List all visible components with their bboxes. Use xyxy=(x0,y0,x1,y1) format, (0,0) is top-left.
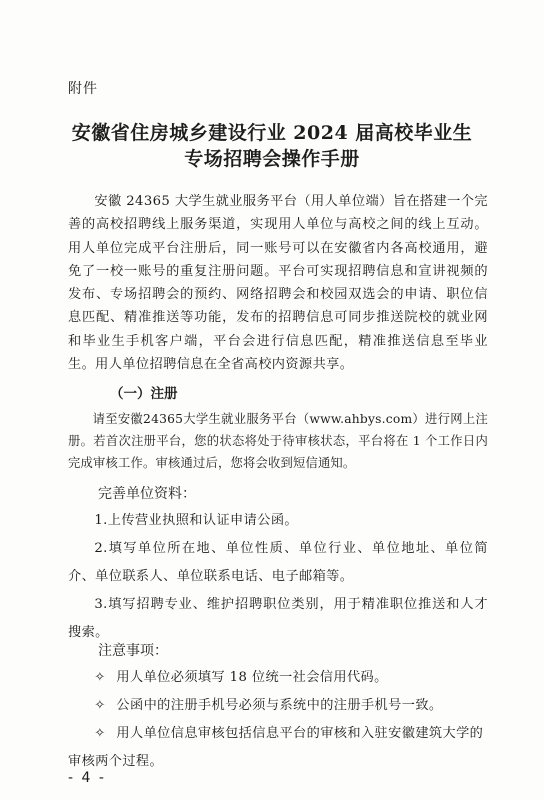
note-text: 用人单位必须填写 18 位统一社会信用代码。 xyxy=(116,670,388,685)
intro-paragraph: 安徽 24365 大学生就业服务平台（用人单位端）旨在搭建一个完善的高校招聘线上服务渠道，实现用人单位与高校之间的线上互动。用人单位完成平台注册后，同一账号可以在安徽省内各高校通用，避免了一校一账号的重复注册问题。平台可实现招聘信息和宣讲视频的发布、专场招聘会的预约、网络招聘会和校园双选会的申请、职位信息匹配、精准推送等功能，发布的招聘信息可同步推送院校的就业网和毕业生手机客户端，平台会进行信息匹配，精准推送信息至毕业生。用人单位招聘信息在全省高校内资源共享。 xyxy=(68,194,488,373)
note-item-3 xyxy=(68,720,488,776)
profile-item-1: 1.上传营业执照和认证申请公函。 xyxy=(94,513,298,528)
note-item-1 xyxy=(68,664,488,692)
register-paragraph: 请至安徽24365大学生就业服务平台（www.ahbys.com）进行网上注册。若首次注册平台，您的状态将处于待审核状态，平台将在 1 个工作日内完成审核工作。审核通过后，您将会收到短信通知。 xyxy=(68,412,488,470)
profile-item-2: 2.填写单位所在地、单位性质、单位行业、单位地址、单位简介、单位联系人、单位联系电话、电子邮箱等。 xyxy=(68,541,488,584)
attachment-label: 附件 xyxy=(68,81,98,97)
diamond-bullet-icon: ✧ xyxy=(94,726,106,741)
profile-item-3: 3.填写招聘专业、维护招聘职位类别，用于精准职位推送和人才搜索。 xyxy=(68,597,488,640)
notes-heading: 注意事项： xyxy=(98,643,168,659)
note-text: 公函中的注册手机号必须与系统中的注册手机号一致。 xyxy=(116,698,443,713)
document-title-line-2: 专场招聘会操作手册 xyxy=(184,148,360,170)
diamond-bullet-icon: ✧ xyxy=(94,698,106,713)
note-text: 用人单位信息审核包括信息平台的审核和入驻安徽建筑大学的审核两个过程。 xyxy=(68,726,484,769)
note-item-2 xyxy=(68,692,488,720)
diamond-bullet-icon: ✧ xyxy=(94,670,106,685)
section-heading-register: （一）注册 xyxy=(110,386,178,402)
page-number: - 4 - xyxy=(68,770,106,786)
profile-heading: 完善单位资料： xyxy=(98,486,196,502)
document-title-line-1: 安徽省住房城乡建设行业 2024 届高校毕业生 xyxy=(71,122,473,144)
